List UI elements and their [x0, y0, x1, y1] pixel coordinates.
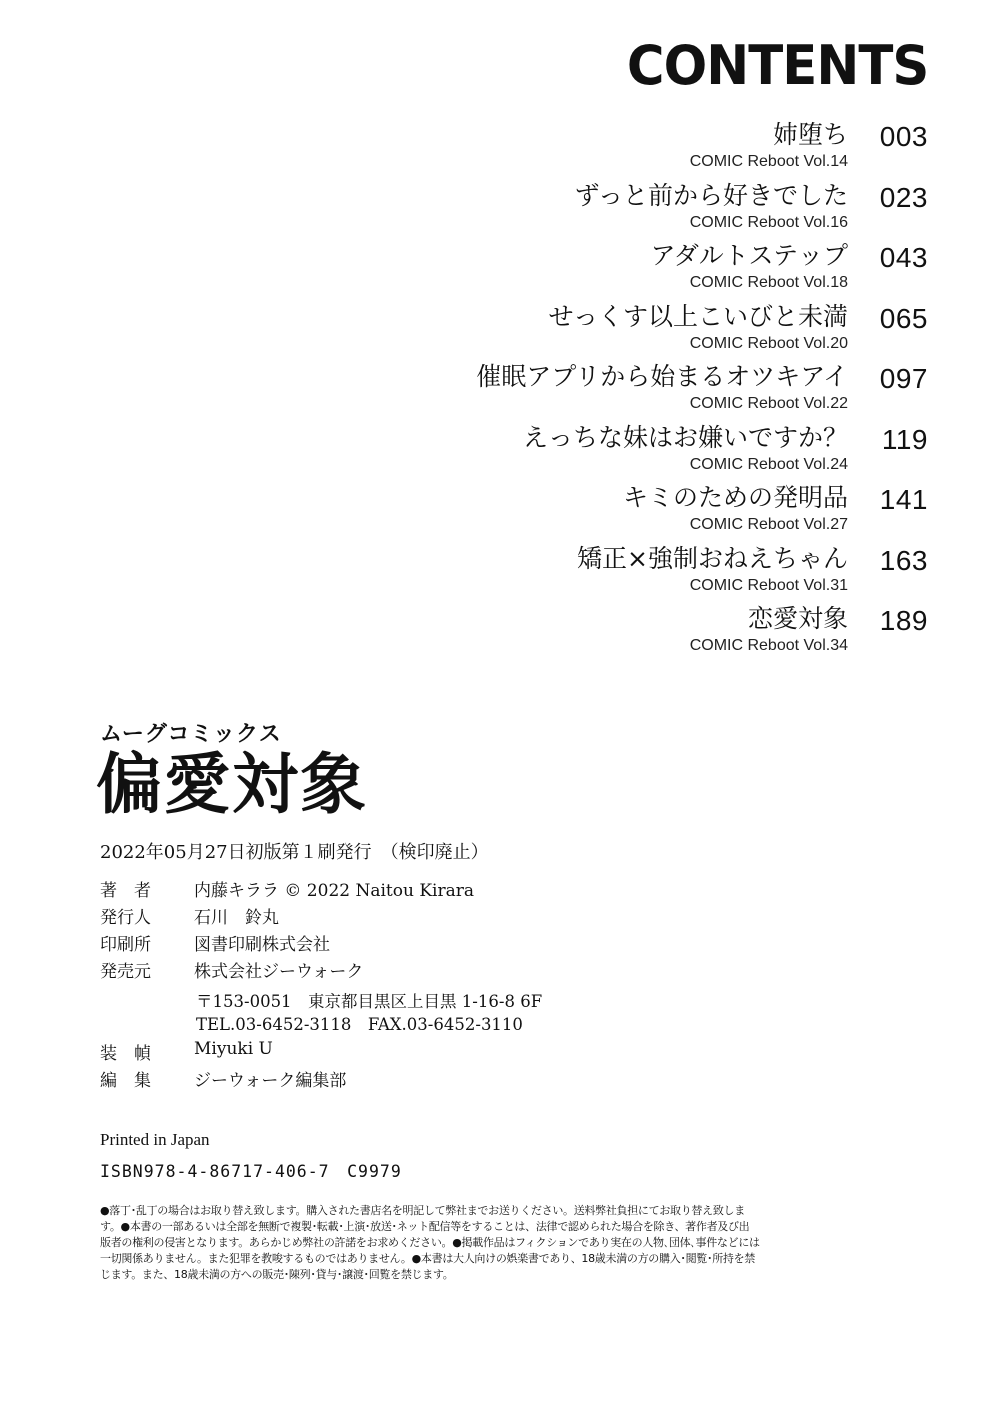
story-source: COMIC Reboot Vol.34: [689, 637, 848, 654]
credit-value: Miyuki U: [194, 1039, 273, 1059]
story-source: COMIC Reboot Vol.16: [689, 213, 848, 231]
first-edition-date: 2022年05月27日初版第１刷発行 （検印廃止）: [100, 842, 489, 863]
page-number: 097: [879, 363, 928, 394]
toc-entry[interactable]: [0, 421, 1000, 482]
credit-value: 内藤キララ © 2022 Naitou Kirara: [194, 881, 475, 901]
page-number: 141: [879, 484, 928, 515]
credit-value: ジーウォーク編集部: [194, 1071, 347, 1091]
credit-value: 図書印刷株式会社: [194, 935, 330, 955]
legal-notice: ●落丁･乱丁の場合はお取り替え致します。購入された書店名を明記して弊社までお送りください。送料弊社負担にてお取り替え致します。●本書の一部あるいは全部を無断で複製･転載･上演･放送･ネット配信等をすることは、法律で認められた場合を除き、著作者及び出版者の権利の侵害となります。あらかじめ弊社の許諾をお求めください。●掲載作品はフィクションであり実在の人物､団体､事件などには一切関係ありません。また犯罪を教唆するものではありません。●本書は大人向けの娯楽書であり、18歳未満の方の購入･閲覧･所持を禁じます。また、18歳未満の方への販売･陳列･貸与･譲渡･回覧を禁じます。: [100, 1204, 760, 1281]
story-source: COMIC Reboot Vol.20: [689, 334, 848, 352]
imprint-label: ムーグコミックス: [100, 722, 282, 747]
credit-label: 発行人: [100, 908, 151, 928]
phone-fax: TEL.03-6452-3118 FAX.03-6452-3110: [196, 1015, 523, 1034]
story-title: えっちな妹はお嫌いですか？: [522, 422, 848, 452]
toc-entry[interactable]: [0, 239, 1000, 300]
toc-entry[interactable]: [0, 300, 1000, 361]
page-number: 065: [879, 302, 928, 334]
story-title: 姉堕ち: [772, 120, 848, 149]
toc-entry[interactable]: [0, 542, 1000, 603]
story-title: 矯正×強制おねえちゃん: [577, 543, 848, 573]
credit-label: 装 幀: [100, 1044, 151, 1064]
credits-list: [100, 876, 800, 984]
story-source: COMIC Reboot Vol.14: [689, 153, 848, 170]
toc-entry[interactable]: [0, 360, 1000, 421]
credit-label: 印刷所: [100, 935, 151, 955]
isbn-code: ISBN978-4-86717-406-7 C9979: [100, 1162, 402, 1181]
story-title: ずっと前から好きでした: [574, 180, 848, 210]
story-source: COMIC Reboot Vol.31: [689, 576, 848, 594]
page-number: 119: [881, 423, 928, 455]
book-title: 偏愛対象: [96, 746, 368, 823]
page-number: 189: [879, 605, 928, 636]
credit-value: 石川 鈴丸: [194, 908, 279, 928]
story-source: COMIC Reboot Vol.18: [689, 274, 848, 291]
distributor-address: [196, 990, 542, 1036]
story-source: COMIC Reboot Vol.27: [689, 516, 848, 533]
credit-label: 発売元: [100, 962, 151, 982]
contents-heading: CONTENTS: [626, 34, 928, 97]
credit-row-distributor: [100, 957, 800, 984]
credit-row-design: [100, 1039, 800, 1066]
page-number: 163: [879, 544, 928, 576]
toc-entry[interactable]: [0, 179, 1000, 240]
toc-entry[interactable]: [0, 602, 1000, 663]
page-number: 043: [879, 242, 928, 273]
toc-entry[interactable]: [0, 481, 1000, 542]
page-number: 003: [879, 121, 928, 152]
story-source: COMIC Reboot Vol.22: [689, 395, 848, 412]
credit-row-printer: [100, 930, 800, 957]
credit-value: 株式会社ジーウォーク: [194, 962, 364, 982]
postal-address: 〒153-0051 東京都目黒区上目黒 1-16-8 6F: [196, 992, 543, 1011]
story-title: キミのための発明品: [622, 483, 848, 512]
credit-row-publisher: [100, 903, 800, 930]
page-number: 023: [879, 181, 928, 213]
printed-in: Printed in Japan: [100, 1130, 210, 1149]
credit-row-author: [100, 876, 800, 903]
credit-row-editor: [100, 1066, 800, 1093]
story-title: 恋愛対象: [747, 604, 848, 633]
story-title: 催眠アプリから始まるオツキアイ: [476, 362, 848, 391]
story-title: せっくす以上こいびと未満: [548, 301, 848, 331]
toc-entry[interactable]: [0, 118, 1000, 179]
story-title: アダルトステップ: [650, 241, 848, 270]
table-of-contents: [0, 118, 1000, 663]
credit-label: 著 者: [100, 881, 151, 901]
credit-label: 編 集: [100, 1071, 151, 1091]
credits-list-secondary: [100, 1039, 800, 1093]
story-source: COMIC Reboot Vol.24: [689, 455, 848, 473]
